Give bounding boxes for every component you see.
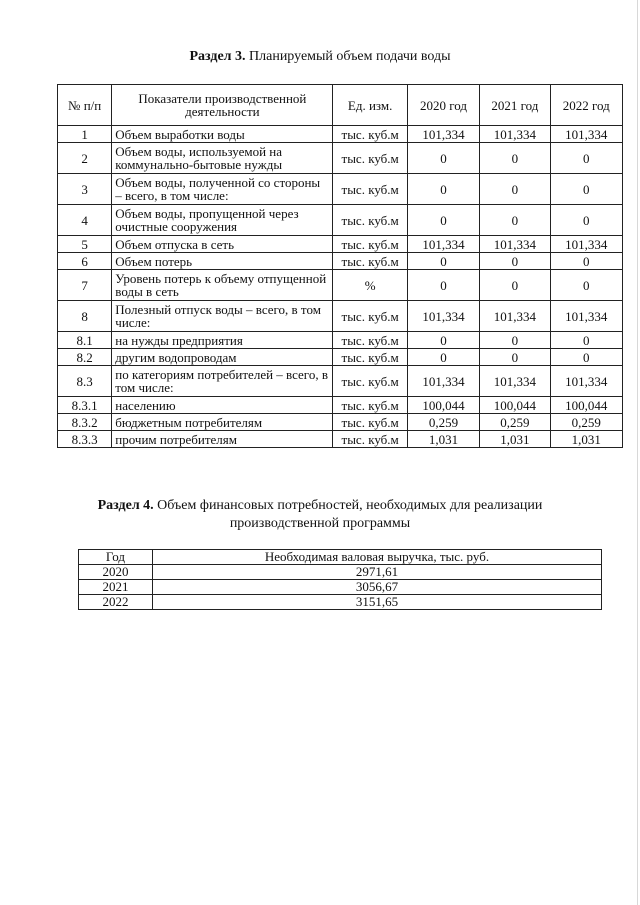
row-2022-cell: 0	[550, 349, 622, 366]
row-unit-cell: тыс. куб.м	[333, 397, 407, 414]
row-unit-cell: тыс. куб.м	[333, 174, 407, 205]
row-num-cell: 1	[58, 126, 112, 143]
row-unit-cell: тыс. куб.м	[333, 205, 407, 236]
row-unit-cell: тыс. куб.м	[333, 332, 407, 349]
header-cell-revenue: Необходимая валовая выручка, тыс. руб.	[152, 550, 601, 565]
table-row	[58, 270, 623, 301]
section4-label: Раздел 4.	[97, 498, 154, 513]
table-row	[79, 565, 602, 580]
row-2020-cell: 101,334	[407, 366, 479, 397]
row-2021-cell: 101,334	[480, 236, 550, 253]
row-indicator-cell: бюджетным потребителям	[112, 414, 333, 431]
row-num-cell: 8.2	[58, 349, 112, 366]
row-2021-cell: 0	[480, 332, 550, 349]
row-2020-cell: 0	[407, 174, 479, 205]
row-2020-cell: 101,334	[407, 126, 479, 143]
row-2021-cell: 0	[480, 174, 550, 205]
row-unit-cell: %	[333, 270, 407, 301]
table-row	[58, 126, 623, 143]
row-unit-cell: тыс. куб.м	[333, 366, 407, 397]
row-indicator-cell: Объем воды, полученной со стороны – всего, в том числе:	[112, 174, 333, 205]
header-cell-2021: 2021 год	[480, 85, 550, 126]
table-row	[58, 143, 623, 174]
row-indicator-cell: Объем выработки воды	[112, 126, 333, 143]
row-2021-cell: 100,044	[480, 397, 550, 414]
table-row	[58, 397, 623, 414]
row-num-cell: 2	[58, 143, 112, 174]
table-row	[79, 580, 602, 595]
water-supply-table	[57, 84, 623, 448]
row-num-cell: 8.1	[58, 332, 112, 349]
header-cell-2020: 2020 год	[407, 85, 479, 126]
row-indicator-cell: населению	[112, 397, 333, 414]
row-unit-cell: тыс. куб.м	[333, 236, 407, 253]
row-indicator-cell: другим водопроводам	[112, 349, 333, 366]
row-2021-cell: 0	[480, 349, 550, 366]
header-cell-indicator: Показатели производственной деятельности	[112, 85, 333, 126]
row-num-cell: 8.3.1	[58, 397, 112, 414]
table-body	[58, 126, 623, 448]
row-unit-cell: тыс. куб.м	[333, 126, 407, 143]
row-indicator-cell: прочим потребителям	[112, 431, 333, 448]
row-num-cell: 4	[58, 205, 112, 236]
row-num-cell: 5	[58, 236, 112, 253]
row-2021-cell: 1,031	[480, 431, 550, 448]
row-2021-cell: 0	[480, 270, 550, 301]
row-year-cell: 2022	[79, 595, 153, 610]
table-body	[79, 565, 602, 610]
row-revenue-cell: 3151,65	[152, 595, 601, 610]
header-cell-2022: 2022 год	[550, 85, 622, 126]
table-row	[79, 595, 602, 610]
table-row	[58, 236, 623, 253]
header-cell-year: Год	[79, 550, 153, 565]
table-row	[58, 253, 623, 270]
row-num-cell: 8.3	[58, 366, 112, 397]
row-2022-cell: 0	[550, 332, 622, 349]
row-unit-cell: тыс. куб.м	[333, 301, 407, 332]
row-2022-cell: 0	[550, 143, 622, 174]
row-2021-cell: 101,334	[480, 301, 550, 332]
row-unit-cell: тыс. куб.м	[333, 431, 407, 448]
row-num-cell: 6	[58, 253, 112, 270]
section3-label: Раздел 3.	[189, 49, 246, 64]
page-edge-line	[637, 0, 638, 905]
table-row	[58, 301, 623, 332]
header-cell-num: № п/п	[58, 85, 112, 126]
row-2020-cell: 1,031	[407, 431, 479, 448]
table-row	[58, 414, 623, 431]
row-indicator-cell: Объем воды, пропущенной через очистные сооружения	[112, 205, 333, 236]
row-2022-cell: 0	[550, 270, 622, 301]
row-2021-cell: 0	[480, 143, 550, 174]
table-row	[58, 174, 623, 205]
row-2021-cell: 0	[480, 205, 550, 236]
row-num-cell: 3	[58, 174, 112, 205]
row-unit-cell: тыс. куб.м	[333, 253, 407, 270]
table-row	[58, 205, 623, 236]
row-indicator-cell: Объем отпуска в сеть	[112, 236, 333, 253]
row-2022-cell: 0	[550, 174, 622, 205]
row-unit-cell: тыс. куб.м	[333, 143, 407, 174]
section3-title	[0, 48, 640, 66]
row-revenue-cell: 3056,67	[152, 580, 601, 595]
row-2021-cell: 0,259	[480, 414, 550, 431]
row-indicator-cell: Уровень потерь к объему отпущенной воды в сеть	[112, 270, 333, 301]
row-2020-cell: 0	[407, 253, 479, 270]
row-2021-cell: 0	[480, 253, 550, 270]
row-2022-cell: 101,334	[550, 301, 622, 332]
row-indicator-cell: по категориям потребителей – всего, в том числе:	[112, 366, 333, 397]
row-revenue-cell: 2971,61	[152, 565, 601, 580]
table-row	[58, 366, 623, 397]
table-header-row	[79, 550, 602, 565]
table-row	[58, 332, 623, 349]
row-unit-cell: тыс. куб.м	[333, 414, 407, 431]
row-2022-cell: 0	[550, 205, 622, 236]
row-2022-cell: 1,031	[550, 431, 622, 448]
row-2020-cell: 100,044	[407, 397, 479, 414]
row-num-cell: 8.3.3	[58, 431, 112, 448]
row-2020-cell: 101,334	[407, 301, 479, 332]
row-2020-cell: 0	[407, 349, 479, 366]
table-row	[58, 431, 623, 448]
row-2021-cell: 101,334	[480, 366, 550, 397]
row-2020-cell: 0	[407, 143, 479, 174]
row-2022-cell: 0,259	[550, 414, 622, 431]
row-2020-cell: 0,259	[407, 414, 479, 431]
table-row	[58, 349, 623, 366]
financial-needs-table	[78, 549, 602, 610]
row-2022-cell: 0	[550, 253, 622, 270]
row-num-cell: 8.3.2	[58, 414, 112, 431]
section3-title-text: Планируемый объем подачи воды	[249, 49, 451, 64]
row-2020-cell: 101,334	[407, 236, 479, 253]
row-2022-cell: 101,334	[550, 126, 622, 143]
row-2022-cell: 101,334	[550, 366, 622, 397]
row-indicator-cell: на нужды предприятия	[112, 332, 333, 349]
table-header-row	[58, 85, 623, 126]
row-year-cell: 2021	[79, 580, 153, 595]
row-2022-cell: 100,044	[550, 397, 622, 414]
row-unit-cell: тыс. куб.м	[333, 349, 407, 366]
row-indicator-cell: Объем потерь	[112, 253, 333, 270]
row-num-cell: 7	[58, 270, 112, 301]
row-2021-cell: 101,334	[480, 126, 550, 143]
header-cell-unit: Ед. изм.	[333, 85, 407, 126]
row-num-cell: 8	[58, 301, 112, 332]
row-indicator-cell: Объем воды, используемой на коммунально-бытовые нужды	[112, 143, 333, 174]
row-2020-cell: 0	[407, 270, 479, 301]
row-2022-cell: 101,334	[550, 236, 622, 253]
section4-title	[60, 497, 580, 533]
row-2020-cell: 0	[407, 332, 479, 349]
section4-title-text: Объем финансовых потребностей, необходимых для реализации производственной программы	[157, 498, 543, 531]
row-2020-cell: 0	[407, 205, 479, 236]
row-indicator-cell: Полезный отпуск воды – всего, в том числе:	[112, 301, 333, 332]
row-year-cell: 2020	[79, 565, 153, 580]
